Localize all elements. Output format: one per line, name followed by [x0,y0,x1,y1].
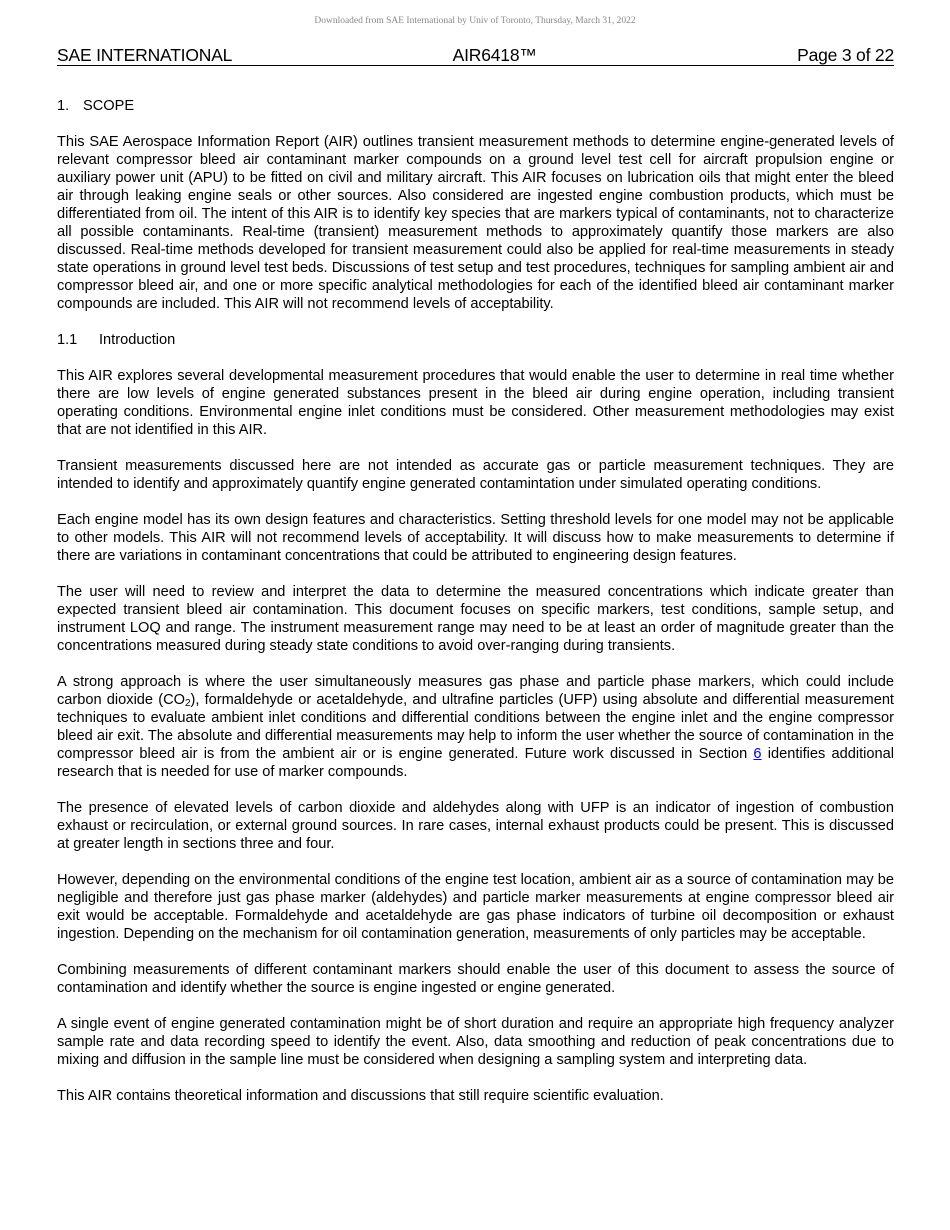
scope-paragraph: This SAE Aerospace Information Report (AIR) outlines transient measurement methods to determine engine-generated levels of relevant compressor bleed air contaminant marker compounds on a ground level test cell for aircraft propulsion engine or auxiliary power unit (APU) to be fitted on civil and military aircraft. This AIR focuses on lubrication oils that might enter the bleed air through leaking engine seals or other sources. Also considered are ingested engine combustion products, which must be differentiated from oil. The intent of this AIR is to identify key species that are markers typical of contaminants, not to characterize all possible contaminants. Real-time (transient) measurement methods to approximately quantify those markers are also discussed. Real-time methods developed for transient measurement could also be applied for real-time measurements in steady state operations in ground level test beds. Discussions of test setup and test procedures, techniques for sampling ambient air and compressor bleed air, and one or more specific analytical methodologies for each of the identified bleed air contaminant marker compounds are included. This AIR will not recommend levels of acceptability. [57,134,894,312]
section-title: Introduction [99,332,176,348]
paragraph: This AIR explores several developmental measurement procedures that would enable the user to determine in real time whether there are low levels of engine generated substances present in the bleed air during engine operation, including transient operating conditions. Environmental engine inlet conditions must be considered. Other measurement methodologies may exist that are not identified in this AIR. [57,368,894,438]
header-organization: SAE INTERNATIONAL [57,45,233,65]
paragraph [57,673,894,781]
paragraph: This AIR contains theoretical information and discussions that still require scientific evaluation. [57,1088,664,1104]
section-link[interactable]: 6 [753,746,762,762]
header-document-id: AIR6418™ [452,45,537,65]
header-page-number: Page 3 of 22 [797,45,894,65]
section-title: SCOPE [83,98,135,114]
paragraph: However, depending on the environmental conditions of the engine test location, ambient air as a source of contamination may be negligible and therefore just gas phase marker (aldehydes) and particle marker measurements at engine compressor bleed air exit would be acceptable. Formaldehyde and acetaldehyde are gas phase indicators of turbine oil decomposition or exhaust ingestion. Depending on the mechanism for oil contamination generation, measurements of only particles may be acceptable. [57,872,894,942]
text-run: ), formaldehyde or acetaldehyde, and ultrafine particles (UFP) using absolute and differential measurement techniques to evaluate ambient inlet conditions and differential conditions between the engine inlet and the engine compressor bleed air exit. The absolute and differential measurements may help to inform the user whether the source of contamination in the compressor bleed air is from the ambient air or is engine generated. Future work discussed in Section [57,692,894,762]
section-heading-introduction [57,331,894,349]
paragraph: Combining measurements of different contaminant markers should enable the user of this document to assess the source of contamination and identify whether the source is engine ingested or engine generated. [57,962,894,996]
text-run: identifies additional research that is needed for use of marker compounds. [57,746,894,780]
document-body [57,97,894,1123]
paragraph: The presence of elevated levels of carbon dioxide and aldehydes along with UFP is an indicator of ingestion of combustion exhaust or recirculation, or external ground sources. In rare cases, internal exhaust products could be present. This is discussed at greater length in sections three and four. [57,800,894,852]
paragraph: A single event of engine generated contamination might be of short duration and require an appropriate high frequency analyzer sample rate and data recording speed to identify the event. Also, data smoothing and reduction of peak concentrations due to mixing and diffusion in the sample line must be considered when designing a sampling system and interpreting data. [57,1016,894,1068]
paragraph: Each engine model has its own design features and characteristics. Setting threshold levels for one model may not be applicable to other models. This AIR will not recommend levels of acceptability. It will discuss how to make measurements to determine if there are variations in contaminant concentrations that could be attributed to engineering design features. [57,512,894,564]
text-run: A strong approach is where the user simultaneously measures gas phase and particle phase markers, which could include carbon dioxide (CO [57,674,894,708]
paragraph: The user will need to review and interpret the data to determine the measured concentrations which indicate greater than expected transient bleed air contamination. This document focuses on specific markers, test conditions, sample setup, and instrument LOQ and range. The instrument measurement range may need to be at least an order of magnitude greater than the concentrations measured during steady state conditions to avoid over-ranging during transients. [57,584,894,654]
section-number: 1. [57,98,70,114]
paragraph: Transient measurements discussed here are not intended as accurate gas or particle measurement techniques. They are intended to identify and approximately quantify engine generated contamintation under simulated operating conditions. [57,458,894,492]
page-header [57,44,894,66]
section-number: 1.1 [57,332,78,348]
download-notice: Downloaded from SAE International by Univ of Toronto, Thursday, March 31, 2022 [314,16,636,26]
section-heading-scope [57,97,894,115]
subscript: 2 [184,698,191,709]
